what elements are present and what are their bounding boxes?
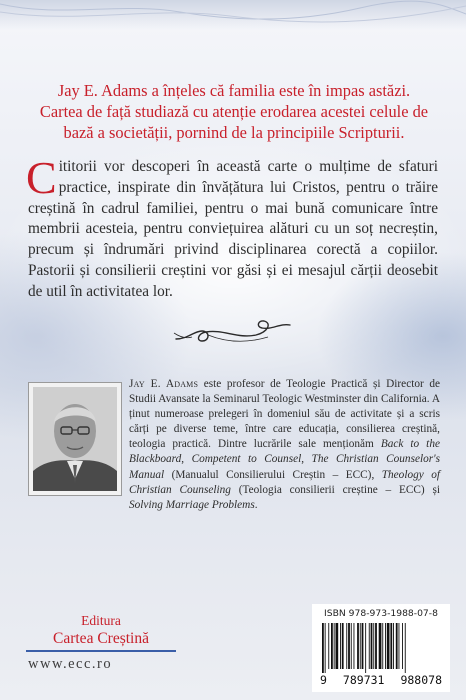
barcode-lead-digit: 9: [320, 673, 327, 687]
barcode-bar: [351, 623, 352, 669]
barcode-bar: [346, 623, 347, 669]
barcode-bar: [379, 623, 382, 669]
author-bio-end: .: [254, 498, 258, 511]
publisher-name: Cartea Creștină: [53, 630, 149, 647]
author-bio-part-1: este profesor de Teologie Practică și Director de Studii Avansate la Seminarul Teologic Westminster din California. A ținut numeroase prelegeri în domeniul său de activitate și a scris cărți pe diverse teme, între care educația, consilierea creștină, teologia practică. Dintre lucrările sale menționăm: [129, 378, 440, 451]
barcode-icon: [320, 623, 442, 673]
book-title-5: Solving Marriage Problems: [129, 498, 255, 511]
author-bio: [129, 377, 440, 513]
barcode-bar: [362, 623, 364, 669]
author-photo: [28, 382, 122, 496]
barcode-bar: [331, 623, 333, 669]
barcode-bar: [399, 623, 400, 669]
barcode-bar: [387, 623, 390, 669]
intro-line-3: bază a societății, pornind de la principiile Scripturii.: [63, 123, 405, 142]
author-portrait-icon: [33, 387, 117, 491]
barcode-bar: [336, 623, 339, 669]
barcode-bar: [354, 623, 355, 669]
barcode-bar: [373, 623, 374, 669]
main-description: [26, 152, 438, 303]
barcode-bar: [375, 623, 377, 669]
barcode-bar: [325, 623, 326, 673]
barcode-bar: [348, 623, 350, 669]
book-title-4: Theology of Christian Counseling: [129, 468, 440, 496]
publisher-url: www.ecc.ro: [28, 655, 113, 672]
publisher-divider: [26, 650, 176, 652]
book-title-1: Back to the Blackboard: [129, 438, 440, 466]
barcode-bar: [371, 623, 373, 669]
isbn-barcode: [312, 604, 450, 692]
barcode-bar: [385, 623, 386, 669]
barcode-bar: [393, 623, 394, 669]
barcode-bar: [340, 623, 341, 669]
top-decoration: [0, 0, 466, 30]
title-separator-2: ,: [301, 453, 312, 466]
barcode-bar: [322, 623, 324, 673]
author-portrait-image: [33, 387, 117, 491]
barcode-right-digits: 988078: [400, 673, 442, 687]
top-ornament-icon: [0, 0, 466, 30]
barcode-bar: [382, 623, 383, 669]
barcode-bar: [360, 623, 361, 669]
barcode-bar: [357, 623, 359, 669]
intro-line-1: Jay E. Adams a înțeles că familia este în impas astăzi.: [57, 81, 411, 100]
isbn-text: ISBN 978-973-1988-07-8: [324, 608, 438, 619]
barcode-bar: [405, 623, 406, 673]
barcode-bar: [396, 623, 398, 669]
drop-cap-letter: C: [26, 152, 57, 203]
intro-line-2: Cartea de față studiază cu atenție erodarea acestei celule de: [39, 102, 429, 121]
publisher-label: Editura: [81, 613, 121, 628]
barcode-left-digits: 789731: [342, 673, 385, 687]
author-name: Jay E. Adams: [129, 378, 199, 390]
barcode-bar: [334, 623, 335, 669]
barcode-bar: [390, 623, 392, 669]
barcode-bar: [402, 623, 403, 669]
main-description-body: ititorii vor descoperi în această carte o mulțime de sfaturi practice, inspirate din învățătura lui Cristos, pentru o trăire creștină în cadrul familiei, pentru o mai bună comunicare între membrii acesteia, pentru conviețuirea alături cu un soț necreștin, precum și îndrumări privind disciplinarea corectă a copiilor. Pastorii și consilierii creștini vor găsi și ei mesajul cărții deosebit de util în activitatea lor.: [28, 158, 438, 300]
book-title-2: Competent to Counsel: [191, 453, 302, 466]
barcode-bar: [369, 623, 370, 669]
barcode-number: [320, 674, 442, 686]
title-separator-1: ,: [181, 453, 192, 466]
intro-blurb: [34, 80, 434, 143]
barcode-bar: [328, 623, 329, 669]
author-bio-part-3: (Teologia consilierii creștine – ECC) și: [230, 483, 441, 496]
author-bio-part-2: (Manualul Consilierului Creștin – ECC),: [164, 468, 382, 481]
book-title-3: The Christian Counselor's Manual: [129, 453, 440, 481]
barcode-bar: [342, 623, 344, 669]
flourish-ornament-icon: [168, 313, 298, 349]
publisher-block: [26, 612, 176, 673]
barcode-bar: [365, 623, 366, 673]
